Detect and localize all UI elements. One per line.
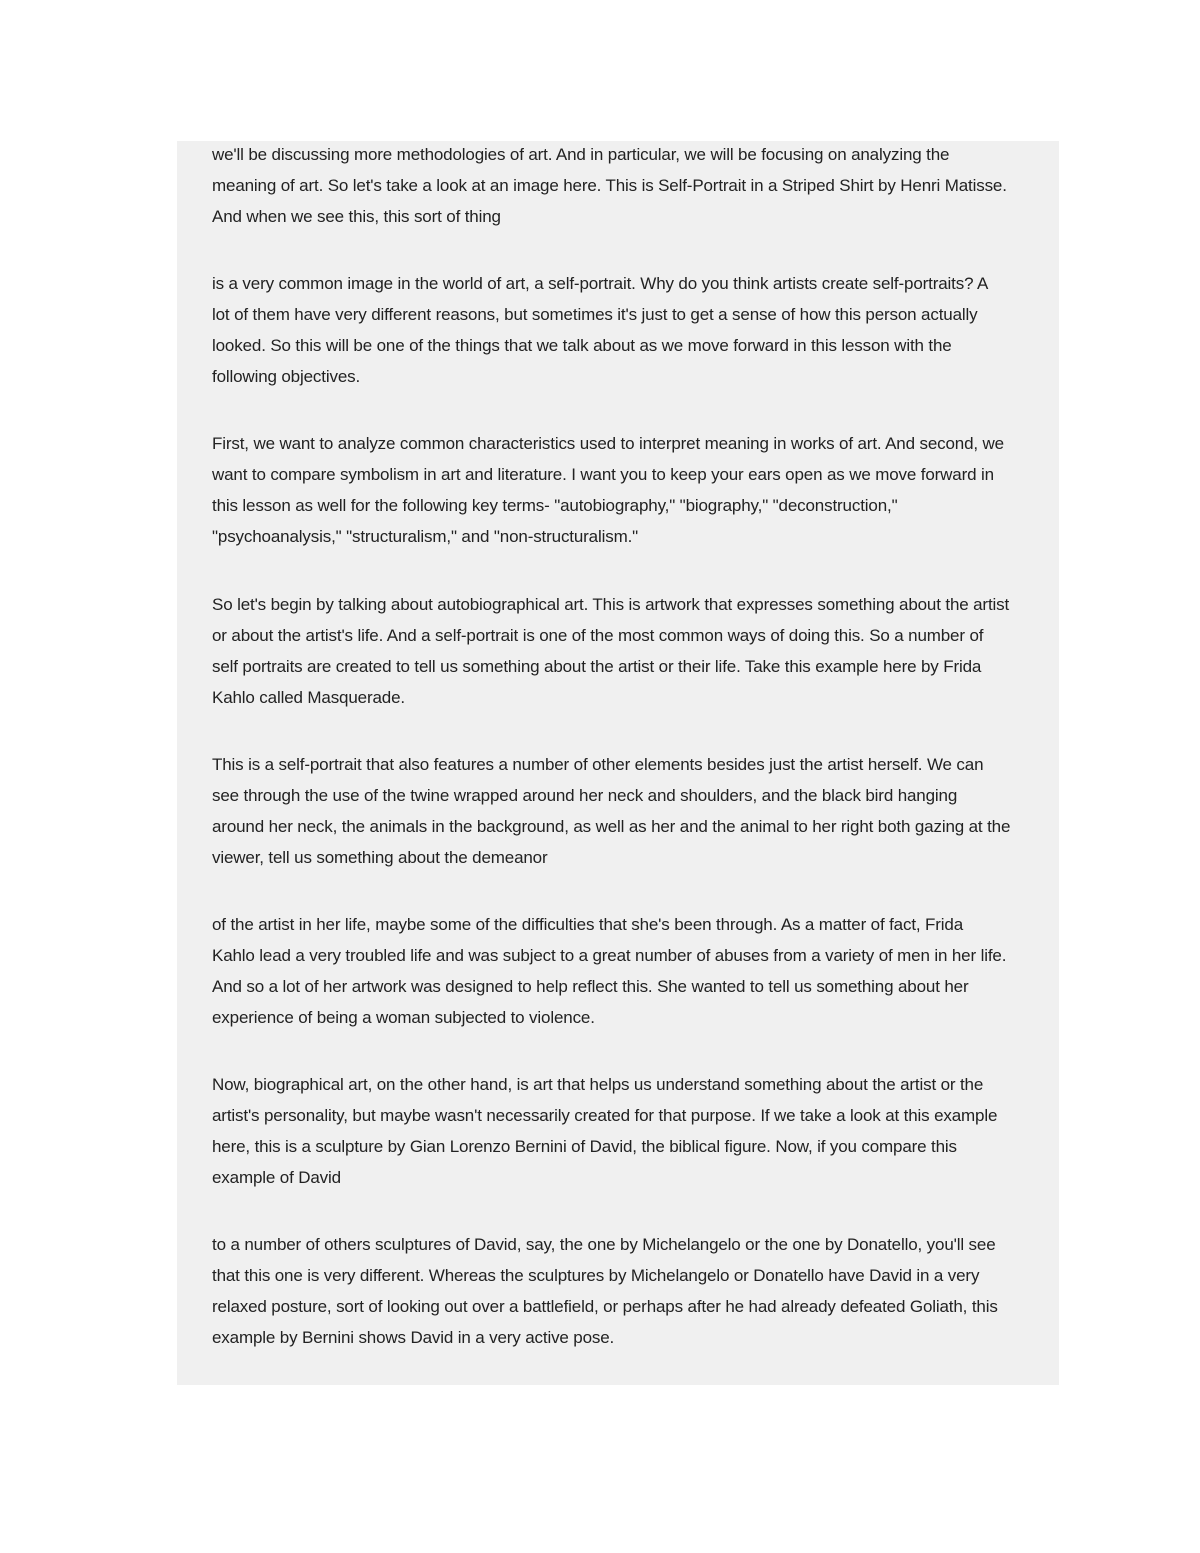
text-line: artist's personality, but maybe wasn't necessarily created for that purpose. If we take a look at this example bbox=[212, 1106, 998, 1125]
text-line: viewer, tell us something about the demeanor bbox=[212, 848, 548, 867]
paragraph-2 bbox=[212, 268, 1062, 392]
paragraph-1 bbox=[212, 139, 1062, 232]
text-line: want to compare symbolism in art and literature. I want you to keep your ears open as we move forward in bbox=[212, 465, 994, 484]
text-line: And so a lot of her artwork was designed to help reflect this. She wanted to tell us something about her bbox=[212, 977, 969, 996]
text-line: lot of them have very different reasons, but sometimes it's just to get a sense of how this person actually bbox=[212, 305, 978, 324]
text-line: First, we want to analyze common characteristics used to interpret meaning in works of art. And second, we bbox=[212, 434, 1004, 453]
text-line: And when we see this, this sort of thing bbox=[212, 207, 501, 226]
text-line: or about the artist's life. And a self-portrait is one of the most common ways of doing this. So a number of bbox=[212, 626, 984, 645]
text-line: to a number of others sculptures of David, say, the one by Michelangelo or the one by Donatello, you'll see bbox=[212, 1235, 996, 1254]
text-line: we'll be discussing more methodologies of art. And in particular, we will be focusing on analyzing the bbox=[212, 145, 950, 164]
text-line: This is a self-portrait that also features a number of other elements besides just the artist herself. We can bbox=[212, 755, 984, 774]
paragraph-4 bbox=[212, 589, 1062, 713]
text-line: following objectives. bbox=[212, 367, 361, 386]
transcript-text-block bbox=[177, 141, 1059, 1385]
text-line: looked. So this will be one of the things that we talk about as we move forward in this lesson with the bbox=[212, 336, 952, 355]
text-line: this lesson as well for the following key terms- "autobiography," "biography," "deconstruction," bbox=[212, 496, 898, 515]
text-line: example by Bernini shows David in a very active pose. bbox=[212, 1328, 615, 1347]
text-line: Kahlo called Masquerade. bbox=[212, 688, 405, 707]
text-line: Kahlo lead a very troubled life and was subject to a great number of abuses from a variety of men in her life. bbox=[212, 946, 1007, 965]
paragraph-5 bbox=[212, 749, 1062, 873]
paragraph-8 bbox=[212, 1229, 1062, 1353]
text-line: So let's begin by talking about autobiographical art. This is artwork that expresses something about the artist bbox=[212, 595, 1010, 614]
paragraph-7 bbox=[212, 1069, 1062, 1193]
text-line: example of David bbox=[212, 1168, 341, 1187]
text-line: "psychoanalysis," "structuralism," and "non-structuralism." bbox=[212, 527, 639, 546]
paragraph-3 bbox=[212, 428, 1062, 552]
text-line: meaning of art. So let's take a look at an image here. This is Self-Portrait in a Striped Shirt by Henri Matisse. bbox=[212, 176, 1007, 195]
text-line: is a very common image in the world of art, a self-portrait. Why do you think artists create self-portraits? A bbox=[212, 274, 989, 293]
text-line: here, this is a sculpture by Gian Lorenzo Bernini of David, the biblical figure. Now, if you compare this bbox=[212, 1137, 957, 1156]
text-line: relaxed posture, sort of looking out over a battlefield, or perhaps after he had already defeated Goliath, this bbox=[212, 1297, 998, 1316]
paragraph-6 bbox=[212, 909, 1062, 1033]
text-line: see through the use of the twine wrapped around her neck and shoulders, and the black bird hanging bbox=[212, 786, 958, 805]
text-line: Now, biographical art, on the other hand, is art that helps us understand something about the artist or the bbox=[212, 1075, 984, 1094]
text-line: of the artist in her life, maybe some of the difficulties that she's been through. As a matter of fact, Frida bbox=[212, 915, 964, 934]
text-line: experience of being a woman subjected to violence. bbox=[212, 1008, 595, 1027]
text-line: that this one is very different. Whereas the sculptures by Michelangelo or Donatello have David in a very bbox=[212, 1266, 980, 1285]
text-line: self portraits are created to tell us something about the artist or their life. Take this example here by Frida bbox=[212, 657, 982, 676]
text-line: around her neck, the animals in the background, as well as her and the animal to her right both gazing at the bbox=[212, 817, 1011, 836]
